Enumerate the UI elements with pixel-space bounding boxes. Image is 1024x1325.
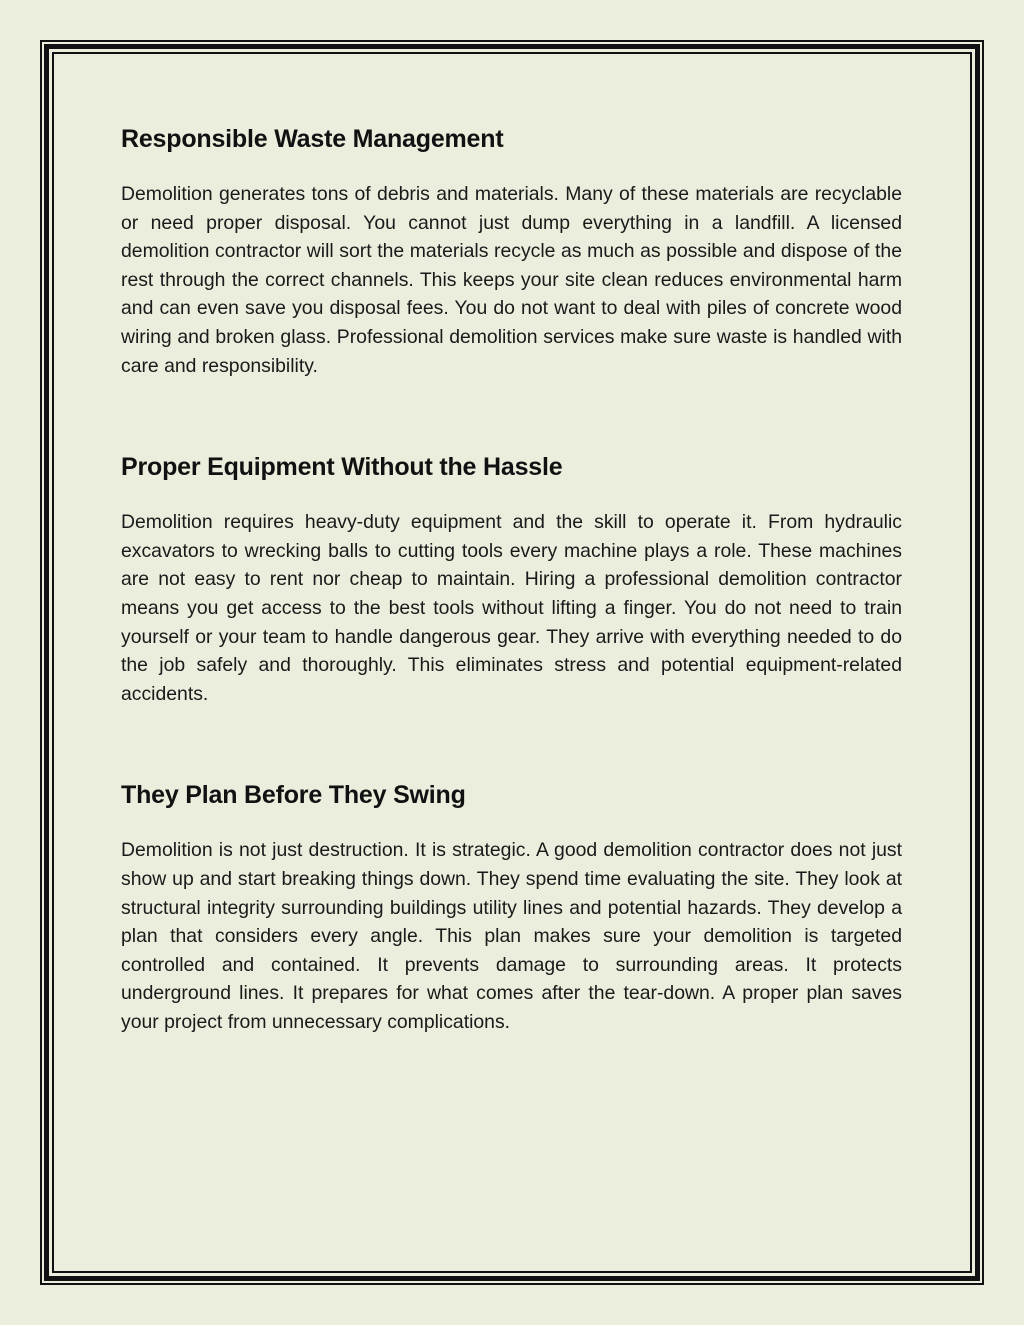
section-plan-before-swing [121, 776, 902, 1036]
section-heading: They Plan Before They Swing [121, 781, 466, 810]
section-waste-management [121, 120, 902, 380]
section-paragraph: Demolition generates tons of debris and materials. Many of these materials are recyclable or need proper disposal. You cannot just dump everything in a landfill. A licensed demolition contractor will sort the materials recycle as much as possible and dispose of the rest through the correct channels. This keeps your site clean reduces environmental harm and can even save you disposal fees. You do not want to deal with piles of concrete wood wiring and broken glass. Professional demolition services make sure waste is handled with care and responsibility. [121, 183, 902, 377]
section-proper-equipment [121, 448, 902, 708]
section-heading: Proper Equipment Without the Hassle [121, 453, 563, 482]
section-heading: Responsible Waste Management [121, 125, 504, 153]
section-paragraph: Demolition is not just destruction. It is strategic. A good demolition contractor does not just show up and start breaking things down. They spend time evaluating the site. They look at structural integrity surrounding buildings utility lines and potential hazards. They develop a plan that considers every angle. This plan makes sure your demolition is targeted controlled and contained. It prevents damage to surrounding areas. It protects underground lines. It prepares for what comes after the tear-down. A proper plan saves your project from unnecessary complications. [121, 839, 902, 1033]
section-paragraph: Demolition requires heavy-duty equipment and the skill to operate it. From hydraulic excavators to wrecking balls to cutting tools every machine plays a role. These machines are not easy to rent nor cheap to maintain. Hiring a professional demolition contractor means you get access to the best tools without lifting a finger. You do not need to train yourself or your team to handle dangerous gear. They arrive with everything needed to do the job safely and thoroughly. This eliminates stress and potential equipment-related accidents. [121, 511, 902, 705]
document-content [121, 120, 902, 1036]
